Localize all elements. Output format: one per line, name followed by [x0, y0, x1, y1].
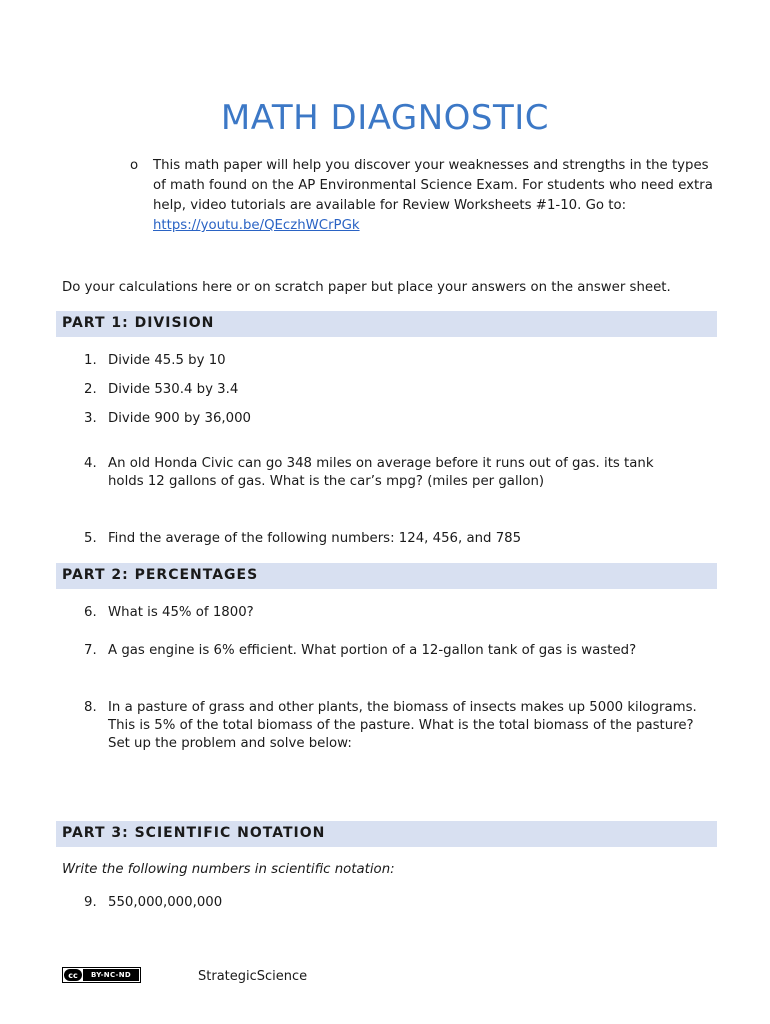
question-text: An old Honda Civic can go 348 miles on average before it runs out of gas. its tank holds 12 gallons of gas. What is the car’s mpg? (miles per gallon) [108, 456, 654, 489]
question-text: Divide 530.4 by 3.4 [108, 382, 239, 397]
question-7 [84, 642, 714, 660]
question-text: Find the average of the following numbers: 124, 456, and 785 [108, 531, 522, 546]
part-1-label: PART 1: DIVISION [62, 315, 215, 331]
question-4 [84, 455, 684, 491]
question-text: A gas engine is 6% efficient. What portion of a 12-gallon tank of gas is wasted? [108, 643, 637, 658]
part-2-header [56, 563, 717, 589]
question-number: 7. [84, 643, 97, 658]
cc-logo-icon: cc [64, 969, 82, 981]
question-text: Divide 900 by 36,000 [108, 411, 252, 426]
question-number: 4. [84, 456, 97, 471]
part-3-instructions: Write the following numbers in scientific notation: [62, 862, 395, 877]
question-number: 6. [84, 605, 97, 620]
part-3-header [56, 821, 717, 847]
part-1-header [56, 311, 717, 337]
creative-commons-badge [62, 967, 141, 983]
question-2 [84, 381, 714, 399]
intro-bullet-marker: o [130, 158, 139, 173]
page-title: MATH DIAGNOSTIC [220, 98, 550, 138]
question-number: 9. [84, 895, 97, 910]
video-tutorial-link[interactable]: https://youtu.be/QEczhWCrPGk [153, 218, 360, 233]
instructions-text: Do your calculations here or on scratch paper but place your answers on the answer sheet. [62, 280, 671, 295]
part-3-label: PART 3: SCIENTIFIC NOTATION [62, 825, 326, 841]
question-number: 1. [84, 353, 97, 368]
question-text: What is 45% of 1800? [108, 605, 254, 620]
part-2-label: PART 2: PERCENTAGES [62, 567, 259, 583]
license-label: BY-NC-ND [83, 969, 139, 981]
question-1 [84, 352, 714, 370]
question-text: In a pasture of grass and other plants, the biomass of insects makes up 5000 kilograms. This is 5% of the total biomass of the pasture. What is the total biomass of the pasture? Set up the problem and solve below: [108, 700, 697, 751]
question-8 [84, 699, 714, 753]
question-text: Divide 45.5 by 10 [108, 353, 226, 368]
question-3 [84, 410, 714, 428]
question-number: 3. [84, 411, 97, 426]
question-text: 550,000,000,000 [108, 895, 223, 910]
question-9 [84, 894, 714, 912]
footer-author: StrategicScience [198, 969, 308, 984]
question-number: 5. [84, 531, 97, 546]
intro-text: This math paper will help you discover your weaknesses and strengths in the types of math found on the AP Environmental Science Exam. For students who need extra help, video tutorials are available for Review Worksheets #1-10. Go to: [153, 158, 713, 213]
question-6 [84, 604, 714, 622]
intro-paragraph [153, 156, 713, 236]
question-5 [84, 530, 714, 548]
question-number: 8. [84, 700, 97, 715]
question-number: 2. [84, 382, 97, 397]
